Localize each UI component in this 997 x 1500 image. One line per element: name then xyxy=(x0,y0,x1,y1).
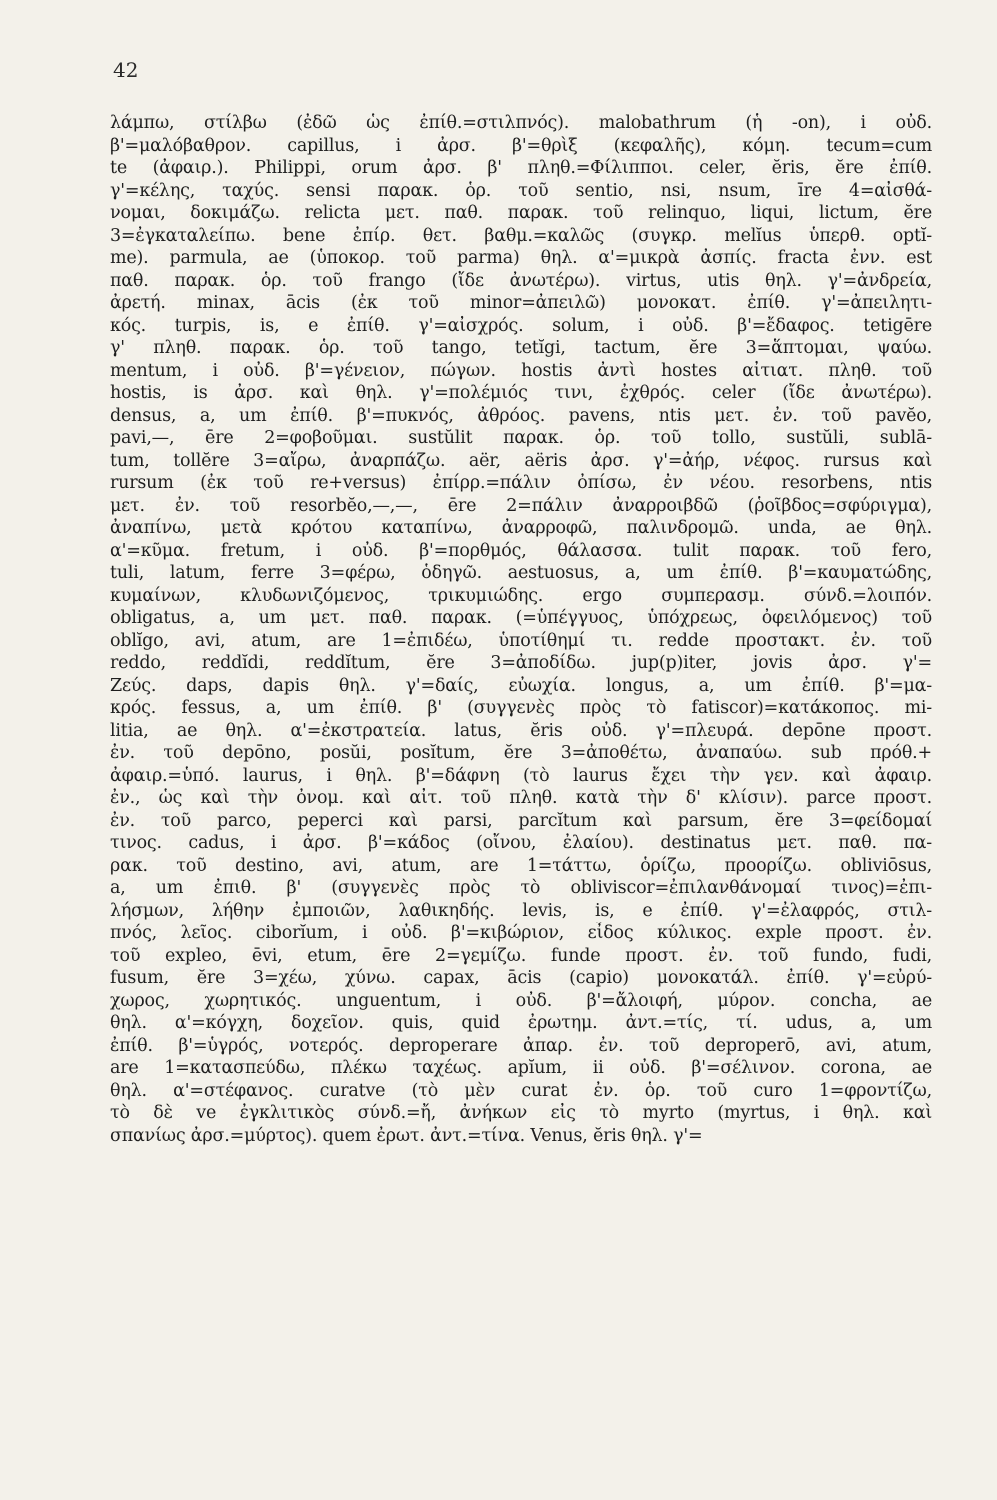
text-line: fusum, ĕre 3=χέω, χύνω. capax, ācis (capio) μονοκατάλ. ἐπίθ. γ'=εὐρύ- xyxy=(110,968,932,988)
text-line: ἀρετή. minax, ācis (ἐκ τοῦ minor=ἀπειλῶ) μονοκατ. ἐπίθ. γ'=ἀπειλητι- xyxy=(110,293,932,313)
text-line: are 1=κατασπεύδω, πλέκω ταχέως. apĭum, ii οὐδ. β'=σέλινον. corona, ae xyxy=(110,1058,932,1078)
text-line: litia, ae θηλ. α'=ἐκστρατεία. latus, ĕris οὐδ. γ'=πλευρά. depōne προστ. xyxy=(110,720,932,741)
text-line: ρακ. τοῦ destino, avi, atum, are 1=τάττω, ὁρίζω, προορίζω. obliviōsus, xyxy=(110,855,932,876)
text-line: densus, a, um ἐπίθ. β'=πυκνός, ἀθρόος. pavens, ntis μετ. ἐν. τοῦ pavĕo, xyxy=(110,405,932,426)
text-line: α'=κῦμα. fretum, i οὐδ. β'=πορθμός, θάλασσα. tulit παρακ. τοῦ fero, xyxy=(110,540,932,561)
text-line: ἐν. τοῦ parco, peperci καὶ parsi, parcĭtum καὶ parsum, ĕre 3=φείδομαί xyxy=(110,810,932,831)
text-line: τοῦ expleo, ēvi, etum, ēre 2=γεμίζω. funde προστ. ἐν. τοῦ fundo, fudi, xyxy=(110,945,932,966)
text-line: tuli, latum, ferre 3=φέρω, ὁδηγῶ. aestuosus, a, um ἐπίθ. β'=καυματώδης, xyxy=(110,563,932,583)
text-line: κρός. fessus, a, um ἐπίθ. β' (συγγενὲς πρὸς τὸ fatiscor)=κατάκοπος. mi- xyxy=(110,698,932,718)
text-line: λάμπω, στίλβω (ἐδῶ ὡς ἐπίθ.=στιλπνός). malobathrum (ἡ -on), i οὐδ. xyxy=(110,113,932,133)
text-line: ἐν. τοῦ depōno, posŭi, posĭtum, ĕre 3=ἀποθέτω, ἀναπαύω. sub πρόθ.+ xyxy=(110,743,932,763)
text-line: te (ἀφαιρ.). Philippi, orum ἀρσ. β' πληθ.=Φίλιπποι. celer, ĕris, ĕre ἐπίθ. xyxy=(110,158,932,178)
text-line: oblĭgo, avi, atum, are 1=ἐπιδέω, ὑποτίθημί τι. redde προστακτ. ἐν. τοῦ xyxy=(110,630,932,651)
text-line: μετ. ἐν. τοῦ resorbĕo,—,—, ēre 2=πάλιν ἀναρροιβδῶ (ῥοῖβδος=σφύριγμα), xyxy=(110,495,932,516)
text-line: tum, tollĕre 3=αἴρω, ἀναρπάζω. aër, aëris ἀρσ. γ'=ἀήρ, νέφος. rursus καὶ xyxy=(110,450,932,471)
text-line: 3=ἐγκαταλείπω. bene ἐπίρ. θετ. βαθμ.=καλῶς (συγκρ. melĭus ὑπερθ. optĭ- xyxy=(110,225,932,246)
text-line: θηλ. α'=κόγχη, δοχεῖον. quis, quid ἐρωτημ. ἀντ.=τίς, τί. udus, a, um xyxy=(110,1013,932,1033)
text-line: rursum (ἐκ τοῦ re+versus) ἐπίρρ.=πάλιν ὀπίσω, ἐν νέου. resorbens, ntis xyxy=(110,473,932,493)
text-line: λήσμων, λήθην ἐμποιῶν, λαθικηδής. levis, is, e ἐπίθ. γ'=ἐλαφρός, στιλ- xyxy=(110,900,932,921)
dictionary-text-block xyxy=(110,112,932,1147)
text-line: τὸ δὲ ve ἐγκλιτικὸς σύνδ.=ἤ, ἀνήκων εἰς τὸ myrto (myrtus, i θηλ. καὶ xyxy=(110,1103,932,1123)
text-line: ἀναπίνω, μετὰ κρότου καταπίνω, ἀναρροφῶ, παλινδρομῶ. unda, ae θηλ. xyxy=(110,518,932,538)
text-line: mentum, i οὐδ. β'=γένειον, πώγων. hostis ἀντὶ hostes αἰτιατ. πληθ. τοῦ xyxy=(110,360,932,381)
text-line: reddo, reddĭdi, reddĭtum, ĕre 3=ἀποδίδω. jup(p)iter, jovis ἀρσ. γ'= xyxy=(110,653,932,673)
text-line: ἀφαιρ.=ὑπό. laurus, i θηλ. β'=δάφνη (τὸ laurus ἔχει τὴν γεν. καὶ ἀφαιρ. xyxy=(110,765,932,786)
page-number: 42 xyxy=(113,58,139,82)
text-line: θηλ. α'=στέφανος. curatve (τὸ μὲν curat ἐν. ὁρ. τοῦ curo 1=φροντίζω, xyxy=(110,1080,932,1101)
text-line: σπανίως ἀρσ.=μύρτος). quem ἐρωτ. ἀντ.=τίνα. Venus, ĕris θηλ. γ'= xyxy=(110,1125,703,1146)
text-line: πνός, λεῖος. ciborĭum, i οὐδ. β'=κιβώριον, εἶδος κύλικος. exple προστ. ἐν. xyxy=(110,923,932,943)
text-line: a, um ἐπιθ. β' (συγγενὲς πρὸς τὸ obliviscor=ἐπιλανθάνομαί τινος)=ἐπι- xyxy=(110,878,932,898)
text-line: παθ. παρακ. ὁρ. τοῦ frango (ἴδε ἀνωτέρω). virtus, utis θηλ. γ'=ἀνδρεία, xyxy=(110,270,932,291)
text-line: γ' πληθ. παρακ. ὁρ. τοῦ tango, tetĭgi, tactum, ĕre 3=ἅπτομαι, ψαύω. xyxy=(110,338,932,358)
text-line: νομαι, δοκιμάζω. relicta μετ. παθ. παρακ. τοῦ relinquo, liqui, lictum, ĕre xyxy=(110,203,932,223)
text-line: ἐπίθ. β'=ὑγρός, νοτερός. deproperare ἀπαρ. ἐν. τοῦ deproperō, avi, atum, xyxy=(110,1035,932,1056)
text-line: τινος. cadus, i ἀρσ. β'=κάδος (οἴνου, ἐλαίου). destinatus μετ. παθ. πα- xyxy=(110,833,932,853)
text-line: pavi,—, ēre 2=φοβοῦμαι. sustŭlit παρακ. ὁρ. τοῦ tollo, sustŭli, sublā- xyxy=(110,428,932,448)
text-line: obligatus, a, um μετ. παθ. παρακ. (=ὑπέγγυος, ὑπόχρεως, ὀφειλόμενος) τοῦ xyxy=(110,608,932,628)
text-line: Ζεύς. daps, dapis θηλ. γ'=δαίς, εὐωχία. longus, a, um ἐπίθ. β'=μα- xyxy=(110,675,932,696)
text-line: χωρος, χωρητικός. unguentum, i οὐδ. β'=ἄλοιφή, μύρον. concha, ae xyxy=(110,990,932,1011)
text-line: β'=μαλόβαθρον. capillus, i ἀρσ. β'=θρὶξ (κεφαλῆς), κόμη. tecum=cum xyxy=(110,135,932,156)
text-line: κός. turpis, is, e ἐπίθ. γ'=αἰσχρός. solum, i οὐδ. β'=ἔδαφος. tetigēre xyxy=(110,315,932,336)
text-line: κυμαίνων, κλυδωνιζόμενος, τρικυμιώδης. ergo συμπερασμ. σύνδ.=λοιπόν. xyxy=(110,585,932,606)
text-line: ἐν., ὡς καὶ τὴν ὀνομ. καὶ αἰτ. τοῦ πληθ. κατὰ τὴν δ' κλίσιν). parce προστ. xyxy=(110,788,932,808)
text-line: me). parmula, ae (ὑποκορ. τοῦ parma) θηλ. α'=μικρὰ ἀσπίς. fracta ἐνν. est xyxy=(110,248,932,268)
text-line: hostis, is ἀρσ. καὶ θηλ. γ'=πολέμιός τινι, ἐχθρός. celer (ἴδε ἀνωτέρω). xyxy=(110,383,932,403)
text-line: γ'=κέλης, ταχύς. sensi παρακ. ὁρ. τοῦ sentio, nsi, nsum, īre 4=αἰσθά- xyxy=(110,180,932,201)
